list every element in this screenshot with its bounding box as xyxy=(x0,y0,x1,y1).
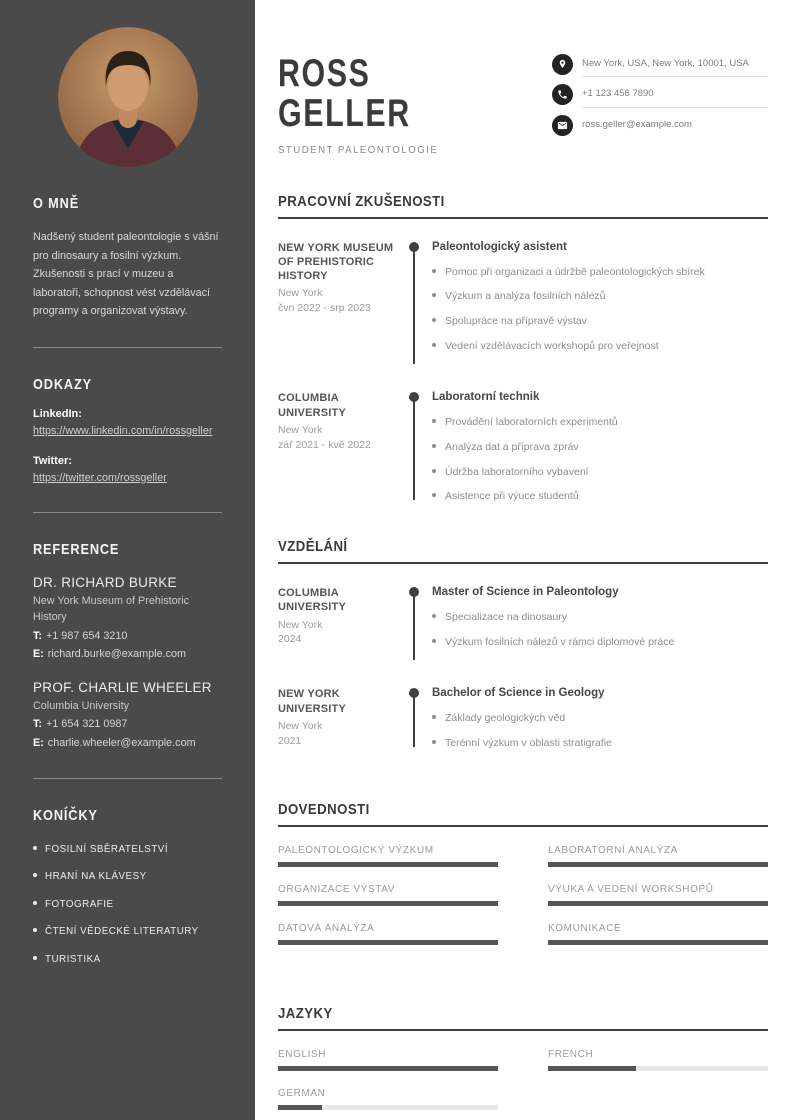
email-value: richard.burke@example.com xyxy=(47,648,186,661)
location-text: New York, USA, New York, 10001, USA xyxy=(582,54,768,77)
bullet-dot-icon xyxy=(432,469,436,473)
skill-label: PALEONTOLOGICKÝ VÝZKUM xyxy=(278,844,434,856)
timeline xyxy=(400,687,432,760)
entry-meta xyxy=(278,687,400,760)
contact-block xyxy=(552,50,768,144)
entry-location: New York xyxy=(278,618,323,631)
language-bar-track xyxy=(548,1066,768,1071)
phone-value: +1 654 321 0987 xyxy=(46,718,128,731)
entry-meta xyxy=(278,586,400,659)
skill-item xyxy=(278,845,498,867)
bullet-item xyxy=(432,314,768,328)
bullet-text: Specializace na dinosaury xyxy=(445,610,567,623)
language-bar-fill xyxy=(278,1105,322,1110)
skill-item xyxy=(548,923,768,945)
timeline-dot-icon xyxy=(409,392,419,402)
bullet-dot-icon xyxy=(432,493,436,497)
phone-label: T: xyxy=(33,718,42,731)
bullet-text: Pomoc při organizaci a údržbě paleontologických sbírek xyxy=(445,265,705,278)
skill-bar-track xyxy=(278,901,498,906)
bullet-text: Terénní výzkum v oblasti stratigrafie xyxy=(445,736,612,749)
skill-label: LABORATORNÍ ANALÝZA xyxy=(548,844,678,856)
skills-section xyxy=(278,801,768,945)
bullet-dot-icon xyxy=(432,639,436,643)
skill-item xyxy=(548,845,768,867)
bullet-text: Vedení vzdělávacích workshopů pro veřejnost xyxy=(445,339,659,352)
bullet-text: Provádění laboratorních experimentů xyxy=(445,416,618,429)
phone-text: +1 123 456 7890 xyxy=(582,84,768,107)
languages-grid xyxy=(278,1049,768,1110)
bullet-text: Výzkum fosilních nálezů v rámci diplomové práce xyxy=(445,635,675,648)
phone-icon xyxy=(552,84,573,105)
bullet-text: Údržba laboratorního vybavení xyxy=(445,465,589,478)
links-title: ODKAZY xyxy=(33,375,92,393)
contact-row-location xyxy=(552,54,768,77)
links-section xyxy=(33,376,222,486)
hobby-label: HRANÍ NA KLÁVESY xyxy=(45,871,147,883)
bullet-item xyxy=(432,489,768,503)
experience-entry xyxy=(278,241,768,392)
language-label: ENGLISH xyxy=(278,1048,327,1060)
references-section xyxy=(33,541,222,752)
bullet-item xyxy=(432,465,768,479)
skill-bar-track xyxy=(278,940,498,945)
twitter-link[interactable]: https://twitter.com/rossgeller xyxy=(33,471,167,484)
education-entry xyxy=(278,586,768,687)
entry-organization: NEW YORK MUSEUM OF PREHISTORIC HISTORY xyxy=(278,241,394,283)
entry-dates: 2021 xyxy=(278,734,302,747)
reference-phone xyxy=(33,716,222,733)
hobby-item xyxy=(33,844,222,855)
bullet-dot-icon xyxy=(33,873,37,877)
entry-role: Paleontologický asistent xyxy=(432,240,567,253)
timeline-dot-icon xyxy=(409,688,419,698)
skill-bar-track xyxy=(548,940,768,945)
reference-item xyxy=(33,575,222,663)
section-header xyxy=(278,801,768,827)
bullet-dot-icon xyxy=(432,343,436,347)
bullet-item xyxy=(432,711,768,725)
language-item xyxy=(278,1088,498,1110)
job-subtitle: STUDENT PALEONTOLOGIE xyxy=(278,143,439,156)
language-item xyxy=(278,1049,498,1071)
bullet-item xyxy=(432,339,768,353)
languages-section xyxy=(278,1005,768,1110)
email-value: charlie.wheeler@example.com xyxy=(47,737,196,750)
reference-organization: Columbia University xyxy=(33,700,130,713)
entry-role: Laboratorní technik xyxy=(432,391,540,404)
entry-bullets xyxy=(432,610,768,649)
education-entries xyxy=(278,586,768,771)
entry-location: New York xyxy=(278,719,323,732)
education-entry xyxy=(278,687,768,770)
last-name: GELLER xyxy=(278,91,411,135)
entry-degree: Bachelor of Science in Geology xyxy=(432,687,605,700)
bullet-dot-icon xyxy=(33,928,37,932)
bullet-item xyxy=(432,736,768,750)
section-header xyxy=(278,193,768,219)
skill-bar-track xyxy=(278,862,498,867)
language-label: GERMAN xyxy=(278,1087,326,1099)
language-label: FRENCH xyxy=(548,1048,594,1060)
reference-item xyxy=(33,680,222,752)
experience-entry xyxy=(278,391,768,524)
bullet-item xyxy=(432,415,768,429)
contact-row-phone xyxy=(552,84,768,107)
language-item xyxy=(548,1049,768,1071)
reference-name: DR. RICHARD BURKE xyxy=(33,575,177,591)
entry-dates: čvn 2022 - srp 2023 xyxy=(278,302,371,315)
timeline-dot-icon xyxy=(409,242,419,252)
section-header xyxy=(278,1005,768,1031)
hobby-label: FOSILNÍ SBĚRATELSTVÍ xyxy=(45,843,169,855)
entry-location: New York xyxy=(278,287,323,300)
entry-bullets xyxy=(432,265,768,353)
skill-bar-track xyxy=(548,862,768,867)
hobby-item xyxy=(33,954,222,965)
entry-organization: COLUMBIA UNIVERSITY xyxy=(278,586,347,614)
skill-bar-track xyxy=(548,901,768,906)
skill-label: VÝUKA A VEDENÍ WORKSHOPŮ xyxy=(548,883,714,895)
main-content xyxy=(255,0,794,1120)
bullet-text: Základy geologických věd xyxy=(445,712,566,725)
skill-item xyxy=(548,884,768,906)
bullet-dot-icon xyxy=(432,318,436,322)
link-label: Twitter: xyxy=(33,454,72,467)
entry-bullets xyxy=(432,415,768,503)
skill-bar-fill xyxy=(278,940,498,945)
bullet-dot-icon xyxy=(432,740,436,744)
reference-email xyxy=(33,735,222,752)
sidebar-divider xyxy=(33,778,222,779)
bullet-dot-icon xyxy=(33,956,37,960)
bullet-item xyxy=(432,440,768,454)
timeline xyxy=(400,391,432,514)
entry-organization: COLUMBIA UNIVERSITY xyxy=(278,392,347,419)
first-name: ROSS xyxy=(278,52,371,95)
timeline xyxy=(400,586,432,659)
skills-grid xyxy=(278,845,768,945)
bullet-dot-icon xyxy=(432,269,436,273)
email-icon xyxy=(552,115,573,136)
skill-label: KOMUNIKACE xyxy=(548,922,622,934)
hobby-item xyxy=(33,926,222,937)
section-header xyxy=(278,538,768,564)
link-label: LinkedIn: xyxy=(33,407,82,420)
bullet-dot-icon xyxy=(432,444,436,448)
email-label: E: xyxy=(33,737,44,750)
entry-dates: zář 2021 - kvě 2022 xyxy=(278,438,371,451)
entry-organization: NEW YORK UNIVERSITY xyxy=(278,688,347,715)
entry-meta xyxy=(278,241,400,364)
bullet-text: Analýza dat a příprava zpráv xyxy=(445,440,579,453)
hobby-label: TURISTIKA xyxy=(45,953,101,965)
skill-bar-fill xyxy=(548,901,768,906)
hobby-item xyxy=(33,871,222,882)
experience-title: PRACOVNÍ ZKUŠENOSTI xyxy=(278,192,445,210)
entry-body xyxy=(432,586,768,659)
entry-meta xyxy=(278,391,400,514)
email-label: E: xyxy=(33,648,44,661)
about-text: Nadšený student paleontologie s vášní pro dinosaury a fosilní výzkum. Zkušenosti s prací v muzeu a laboratoři, schopnost vést vzdělávací programy a organizovat výstavy. xyxy=(33,231,219,318)
bullet-text: Asistence při výuce studentů xyxy=(445,490,579,503)
skill-item xyxy=(278,923,498,945)
language-bar-fill xyxy=(278,1066,498,1071)
reference-email xyxy=(33,646,222,663)
sidebar-divider xyxy=(33,347,222,348)
link-item-linkedin xyxy=(33,408,222,440)
language-bar-track xyxy=(278,1105,498,1110)
education-section xyxy=(278,538,768,771)
skill-bar-fill xyxy=(548,940,768,945)
hobbies-title: KONÍČKY xyxy=(33,806,98,824)
bullet-dot-icon xyxy=(432,614,436,618)
hobby-label: ČTENÍ VĚDECKÉ LITERATURY xyxy=(45,926,199,938)
about-section xyxy=(33,195,222,321)
skill-label: DATOVÁ ANALÝZA xyxy=(278,922,375,934)
bullet-dot-icon xyxy=(33,901,37,905)
linkedin-link[interactable]: https://www.linkedin.com/in/rossgeller xyxy=(33,424,213,437)
bullet-item xyxy=(432,635,768,649)
skills-title: DOVEDNOSTI xyxy=(278,800,370,818)
skill-item xyxy=(278,884,498,906)
hobby-list xyxy=(33,844,222,965)
references-title: REFERENCE xyxy=(33,541,120,559)
sidebar xyxy=(0,0,255,1120)
hobby-item xyxy=(33,899,222,910)
hobby-label: FOTOGRAFIE xyxy=(45,898,114,910)
language-bar-track xyxy=(278,1066,498,1071)
link-item-twitter xyxy=(33,455,222,487)
entry-location: New York xyxy=(278,423,323,436)
name-block xyxy=(278,50,552,156)
entry-body xyxy=(432,241,768,364)
about-title: O MNĚ xyxy=(33,195,80,212)
reference-organization: New York Museum of Prehistoric History xyxy=(33,595,190,624)
experience-entries xyxy=(278,241,768,524)
location-icon xyxy=(552,54,573,75)
bullet-dot-icon xyxy=(33,846,37,850)
profile-photo xyxy=(58,27,198,167)
bullet-dot-icon xyxy=(432,715,436,719)
bullet-dot-icon xyxy=(432,293,436,297)
reference-phone xyxy=(33,628,222,645)
skill-bar-fill xyxy=(278,862,498,867)
entry-body xyxy=(432,391,768,514)
language-bar-fill xyxy=(548,1066,636,1071)
email-text: ross.geller@example.com xyxy=(582,118,692,130)
timeline xyxy=(400,241,432,364)
timeline-dot-icon xyxy=(409,587,419,597)
skill-label: ORGANIZACE VÝSTAV xyxy=(278,883,396,895)
bullet-item xyxy=(432,265,768,279)
sidebar-divider xyxy=(33,512,222,513)
phone-label: T: xyxy=(33,629,42,642)
entry-dates: 2024 xyxy=(278,633,302,646)
phone-value: +1 987 654 3210 xyxy=(46,629,128,642)
experience-section xyxy=(278,193,768,524)
entry-degree: Master of Science in Paleontology xyxy=(432,585,619,598)
resume-header xyxy=(278,50,768,156)
entry-bullets xyxy=(432,711,768,750)
languages-title: JAZYKY xyxy=(278,1004,333,1022)
entry-body xyxy=(432,687,768,760)
bullet-item xyxy=(432,610,768,624)
education-title: VZDĚLÁNÍ xyxy=(278,537,348,555)
bullet-item xyxy=(432,289,768,303)
reference-name: PROF. CHARLIE WHEELER xyxy=(33,680,212,696)
skill-bar-fill xyxy=(278,901,498,906)
bullet-dot-icon xyxy=(432,419,436,423)
bullet-text: Výzkum a analýza fosilních nálezů xyxy=(445,290,606,303)
hobbies-section xyxy=(33,807,222,965)
portrait-illustration xyxy=(58,27,198,167)
bullet-text: Spolupráce na přípravě výstav xyxy=(445,314,587,327)
contact-row-email xyxy=(552,115,768,137)
skill-bar-fill xyxy=(548,862,768,867)
